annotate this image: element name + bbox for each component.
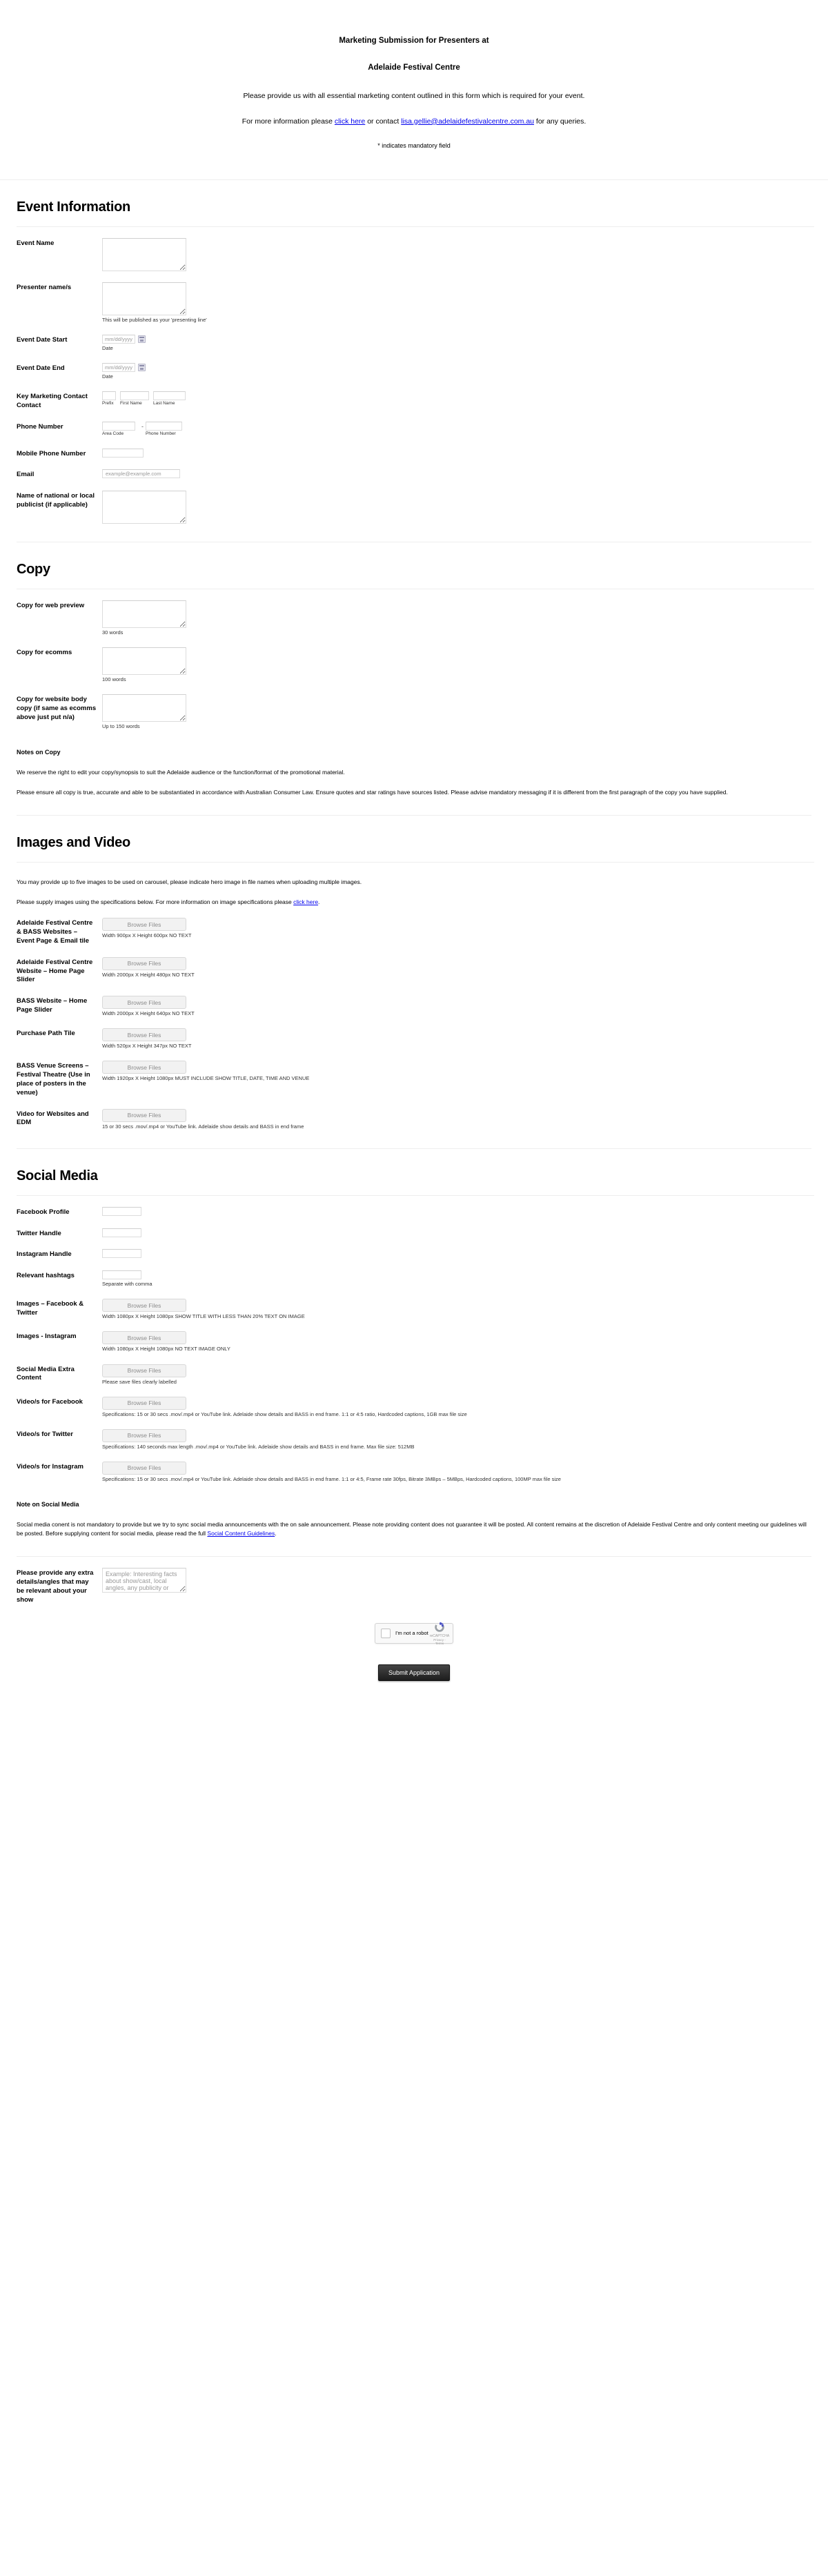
body-social-upload-4 bbox=[102, 1429, 814, 1451]
recaptcha-checkbox[interactable] bbox=[381, 1629, 391, 1638]
body-upload-1 bbox=[102, 957, 814, 979]
label-event-name: Event Name bbox=[17, 239, 55, 247]
field-email bbox=[14, 458, 814, 480]
hint-copy-ecomms: 100 words bbox=[102, 676, 126, 683]
body-copy-website-body bbox=[102, 694, 814, 730]
body-extra-details bbox=[102, 1568, 814, 1593]
body-social-upload-1 bbox=[102, 1331, 814, 1353]
prefix-input[interactable] bbox=[102, 391, 116, 400]
browse-files-button[interactable]: Browse Files bbox=[102, 1109, 186, 1122]
images-video-intro-p2 bbox=[17, 898, 811, 907]
last-name-col bbox=[153, 391, 186, 407]
field-instagram-handle bbox=[14, 1238, 814, 1259]
label-copy-web-preview: Copy for web preview bbox=[17, 602, 85, 610]
label-extra-details: Please provide any extra details/angles that may be relevant about your show bbox=[17, 1569, 94, 1604]
browse-files-button[interactable]: Browse Files bbox=[102, 957, 186, 970]
hint-area-code: Area Code bbox=[102, 431, 124, 436]
field-relevant-hashtags bbox=[14, 1259, 814, 1288]
hint-social-upload-3: Specifications: 15 or 30 secs .mov/.mp4 or YouTube link. Adelaide show details and BASS in end frame. 1:1 or 4:5 ratio, Hardcoded captions, 1GB max file size bbox=[102, 1410, 467, 1417]
section-title-images-video: Images and Video bbox=[17, 834, 130, 850]
field-key-marketing-contact bbox=[14, 380, 814, 411]
first-name-input[interactable] bbox=[120, 391, 149, 400]
label-social-upload-3: Video/s for Facebook bbox=[17, 1397, 83, 1406]
email-input[interactable] bbox=[102, 469, 180, 478]
phone-number-input[interactable] bbox=[146, 422, 182, 431]
event-date-start-input[interactable] bbox=[102, 335, 135, 344]
phone-number-col bbox=[146, 422, 182, 437]
body-event-date-start bbox=[102, 335, 814, 352]
notes-social-media-p1 bbox=[17, 1520, 811, 1538]
page-title-line2: Adelaide Festival Centre bbox=[368, 63, 460, 72]
label-social-upload-0: Images – Facebook & Twitter bbox=[17, 1300, 84, 1317]
date-start-wrap bbox=[102, 335, 814, 344]
body-social-upload-0 bbox=[102, 1299, 814, 1320]
section-images-video bbox=[0, 835, 828, 1149]
event-date-end-input[interactable] bbox=[102, 363, 135, 372]
field-upload-images-facebook-twitter bbox=[14, 1288, 814, 1320]
browse-files-button[interactable]: Browse Files bbox=[102, 1462, 186, 1475]
browse-files-button[interactable]: Browse Files bbox=[102, 1299, 186, 1312]
recaptcha-brand-name: reCAPTCHA bbox=[429, 1633, 450, 1638]
page-title-line1: Marketing Submission for Presenters at bbox=[339, 37, 489, 45]
recaptcha-brand bbox=[429, 1621, 453, 1646]
phone-fields-row bbox=[102, 422, 814, 437]
images-intro-post: . bbox=[318, 898, 320, 906]
extra-details-input[interactable] bbox=[102, 1568, 186, 1593]
label-upload-5: Video for Websites and EDM bbox=[17, 1110, 89, 1127]
contact-email-link[interactable]: lisa.gellie@adelaidefestivalcentre.com.au bbox=[401, 117, 534, 126]
body-copy-ecomms bbox=[102, 647, 814, 683]
body-instagram-handle bbox=[102, 1249, 814, 1258]
field-upload-purchase-path-tile bbox=[14, 1017, 814, 1050]
body-twitter-handle bbox=[102, 1228, 814, 1237]
field-upload-afc-home-slider bbox=[14, 946, 814, 985]
field-upload-videos-facebook bbox=[14, 1386, 814, 1418]
field-phone-number bbox=[14, 411, 814, 437]
browse-files-button[interactable]: Browse Files bbox=[102, 918, 186, 931]
area-code-col bbox=[102, 422, 135, 437]
field-extra-details bbox=[14, 1557, 814, 1604]
hint-social-upload-0: Width 1080px X Height 1080px SHOW TITLE WITH LESS THAN 20% TEXT ON IMAGE bbox=[102, 1313, 305, 1320]
body-mobile-phone bbox=[102, 449, 814, 458]
browse-files-button[interactable]: Browse Files bbox=[102, 1331, 186, 1344]
publicist-input[interactable] bbox=[102, 491, 186, 524]
label-social-upload-1: Images - Instagram bbox=[17, 1333, 77, 1341]
hint-copy-website-body: Up to 150 words bbox=[102, 723, 140, 730]
body-upload-0 bbox=[102, 918, 814, 939]
presenter-names-input[interactable] bbox=[102, 282, 186, 315]
notes-on-social-media bbox=[14, 1483, 814, 1538]
browse-files-button[interactable]: Browse Files bbox=[102, 1364, 186, 1377]
label-publicist: Name of national or local publicist (if applicable) bbox=[17, 492, 95, 509]
facebook-profile-input[interactable] bbox=[102, 1207, 141, 1216]
section-title-copy: Copy bbox=[17, 562, 50, 578]
hint-upload-5: 15 or 30 secs .mov/.mp4 or YouTube link. Adelaide show details and BASS in end frame bbox=[102, 1123, 304, 1130]
first-name-col bbox=[120, 391, 149, 407]
body-copy-web-preview bbox=[102, 600, 814, 636]
section-title-social-media: Social Media bbox=[17, 1168, 98, 1183]
images-intro-pre: Please supply images using the specifications below. For more information on image specifications please bbox=[17, 898, 294, 906]
notes-on-copy-p2: Please ensure all copy is true, accurate and able to be substantiated in accordance with Australian Consumer Law. Ensure quotes and star ratings have sources listed. Please advise mandatory messaging if it is different from the first paragraph of the copy you have supplied. bbox=[17, 788, 728, 796]
field-mobile-phone bbox=[14, 437, 814, 459]
hint-phone-number: Phone Number bbox=[146, 431, 176, 436]
section-title-event-information: Event Information bbox=[17, 199, 130, 215]
recaptcha-label: I'm not a robot bbox=[395, 1630, 428, 1637]
label-copy-ecomms: Copy for ecomms bbox=[17, 649, 72, 657]
notes-on-copy-p1: We reserve the right to edit your copy/synopsis to suit the Adelaide audience or the function/format of the promotional material. bbox=[17, 768, 345, 776]
hint-copy-web-preview: 30 words bbox=[102, 629, 124, 636]
click-here-link[interactable]: click here bbox=[334, 117, 366, 126]
hint-upload-1: Width 2000px X Height 480px NO TEXT bbox=[102, 971, 195, 978]
recaptcha-privacy-terms[interactable]: Privacy - Terms bbox=[433, 1638, 446, 1646]
copy-website-body-input[interactable] bbox=[102, 694, 186, 722]
divider-after-images-video bbox=[17, 1148, 811, 1149]
social-notes-post: . bbox=[275, 1530, 277, 1537]
label-facebook-profile: Facebook Profile bbox=[17, 1208, 70, 1216]
browse-files-button[interactable]: Browse Files bbox=[102, 1429, 186, 1442]
event-name-input[interactable] bbox=[102, 238, 186, 271]
phone-separator: - bbox=[141, 422, 144, 430]
submit-application-button[interactable]: Submit Application bbox=[378, 1664, 450, 1681]
label-presenter-names: Presenter name/s bbox=[17, 283, 72, 291]
label-event-date-start: Event Date Start bbox=[17, 335, 68, 344]
label-phone-number: Phone Number bbox=[17, 422, 63, 431]
label-mobile-phone: Mobile Phone Number bbox=[17, 449, 86, 458]
notes-social-media-title: Note on Social Media bbox=[17, 1501, 79, 1508]
mobile-phone-input[interactable] bbox=[102, 449, 144, 458]
label-upload-2: BASS Website – Home Page Slider bbox=[17, 997, 88, 1014]
field-twitter-handle bbox=[14, 1217, 814, 1239]
field-copy-web-preview bbox=[14, 589, 814, 636]
hint-first-name: First Name bbox=[120, 401, 142, 406]
label-social-upload-2: Social Media Extra Content bbox=[17, 1365, 75, 1382]
body-event-date-end bbox=[102, 363, 814, 380]
twitter-handle-input[interactable] bbox=[102, 1228, 141, 1237]
body-social-upload-3 bbox=[102, 1397, 814, 1418]
copy-ecomms-input[interactable] bbox=[102, 647, 186, 675]
section-copy bbox=[0, 562, 828, 816]
calendar-icon[interactable] bbox=[138, 364, 146, 371]
intro-contact-line bbox=[41, 117, 787, 127]
field-event-name bbox=[14, 227, 814, 271]
label-social-upload-5: Video/s for Instagram bbox=[17, 1462, 83, 1471]
field-event-date-start bbox=[14, 324, 814, 352]
form-intro bbox=[0, 0, 828, 164]
label-instagram-handle: Instagram Handle bbox=[17, 1250, 72, 1259]
hint-social-upload-5: Specifications: 15 or 30 secs .mov/.mp4 or YouTube link. Adelaide show details and BASS in end frame. 1:1 or 4:5, Frame rate 30fps, Bitrate 3MBps – 5MBps, Hardcoded captions, 100MP max file size bbox=[102, 1475, 561, 1482]
body-publicist bbox=[102, 491, 814, 524]
label-upload-0: Adelaide Festival Centre & BASS Websites – Event Page & Email tile bbox=[17, 919, 93, 945]
hint-social-upload-2: Please save files clearly labelled bbox=[102, 1378, 177, 1385]
hint-relevant-hashtags: Separate with comma bbox=[102, 1281, 152, 1288]
browse-files-button[interactable]: Browse Files bbox=[102, 1061, 186, 1074]
browse-files-button[interactable]: Browse Files bbox=[102, 1028, 186, 1041]
field-publicist bbox=[14, 480, 814, 524]
field-upload-bass-venue-screens bbox=[14, 1050, 814, 1097]
hint-upload-4: Width 1920px X Height 1080px MUST INCLUDE SHOW TITLE, DATE, TIME AND VENUE bbox=[102, 1075, 310, 1082]
field-upload-videos-twitter bbox=[14, 1418, 814, 1451]
section-social-media bbox=[0, 1168, 828, 1557]
body-upload-5 bbox=[102, 1109, 814, 1130]
browse-files-button[interactable]: Browse Files bbox=[102, 996, 186, 1009]
label-upload-1: Adelaide Festival Centre Website – Home Page Slider bbox=[17, 958, 93, 984]
field-facebook-profile bbox=[14, 1196, 814, 1217]
body-facebook-profile bbox=[102, 1207, 814, 1216]
body-upload-3 bbox=[102, 1028, 814, 1050]
hint-prefix: Prefix bbox=[102, 401, 114, 406]
body-phone-number bbox=[102, 422, 814, 437]
image-specs-link[interactable]: click here bbox=[293, 898, 319, 906]
intro-divider bbox=[0, 179, 828, 180]
body-event-name bbox=[102, 238, 814, 271]
notes-on-copy-title: Notes on Copy bbox=[17, 748, 61, 756]
images-video-intro-p1: You may provide up to five images to be used on carousel, please indicate hero image in file names when uploading multiple images. bbox=[17, 878, 362, 885]
field-event-date-end bbox=[14, 352, 814, 380]
name-fields-row bbox=[102, 391, 814, 407]
label-key-marketing-contact: Key Marketing Contact Contact bbox=[17, 393, 88, 410]
hint-social-upload-1: Width 1080px X Height 1080px NO TEXT IMAGE ONLY bbox=[102, 1346, 230, 1353]
field-presenter-names bbox=[14, 271, 814, 324]
contact-text-post: for any queries. bbox=[534, 117, 586, 126]
recaptcha-wrap bbox=[0, 1605, 828, 1644]
instagram-handle-input[interactable] bbox=[102, 1249, 141, 1258]
field-upload-videos-instagram bbox=[14, 1451, 814, 1483]
mandatory-note: * indicates mandatory field bbox=[377, 142, 451, 150]
section-extra-details bbox=[0, 1557, 828, 1604]
label-copy-website-body: Copy for website body copy (if same as ecomms above just put n/a) bbox=[17, 696, 97, 722]
label-event-date-end: Event Date End bbox=[17, 364, 65, 373]
field-copy-ecomms bbox=[14, 636, 814, 683]
field-upload-afc-bass-event-page bbox=[14, 907, 814, 945]
last-name-input[interactable] bbox=[153, 391, 186, 400]
hint-upload-0: Width 900px X Height 600px NO TEXT bbox=[102, 932, 192, 939]
label-relevant-hashtags: Relevant hashtags bbox=[17, 1272, 75, 1280]
divider-after-copy bbox=[17, 815, 811, 816]
contact-text-pre: For more information please bbox=[241, 117, 335, 126]
body-presenter-names bbox=[102, 282, 814, 324]
notes-on-copy bbox=[14, 731, 814, 797]
field-upload-images-instagram bbox=[14, 1320, 814, 1353]
hint-social-upload-4: Specifications: 140 seconds max length .mov/.mp4 or YouTube link. Adelaide show details and BASS in end frame. Max file size: 512MB bbox=[102, 1443, 415, 1450]
hint-event-date-end: Date bbox=[102, 373, 113, 380]
body-social-upload-5 bbox=[102, 1462, 814, 1483]
submit-wrap bbox=[0, 1644, 828, 1710]
recaptcha-icon bbox=[433, 1621, 446, 1633]
body-key-marketing-contact bbox=[102, 391, 814, 407]
social-notes-pre: Social media conent is not mandatory to provide but we try to sync social media announcements with the on sale announcement. Please note providing content does not guarantee it will be posted. All content remains at the discretion of Adelaide Festival Centre and only content meeting our guidelines will be posted. Before supplying content for social media, please read the full bbox=[17, 1521, 807, 1537]
images-video-intro bbox=[14, 863, 814, 907]
field-upload-bass-home-slider bbox=[14, 985, 814, 1017]
area-code-input[interactable] bbox=[102, 422, 135, 431]
hint-event-date-start: Date bbox=[102, 344, 113, 351]
field-upload-video-websites-edm bbox=[14, 1098, 814, 1130]
recaptcha-widget[interactable] bbox=[375, 1623, 453, 1644]
hint-upload-3: Width 520px X Height 347px NO TEXT bbox=[102, 1043, 192, 1050]
contact-text-mid: or contact bbox=[365, 117, 402, 126]
body-relevant-hashtags bbox=[102, 1270, 814, 1288]
label-twitter-handle: Twitter Handle bbox=[17, 1229, 61, 1237]
hint-presenter-names: This will be published as your 'presenting line' bbox=[102, 316, 207, 323]
field-copy-website-body bbox=[14, 683, 814, 730]
label-email: Email bbox=[17, 471, 34, 479]
social-content-guidelines-link[interactable]: Social Content Guidelines bbox=[207, 1530, 275, 1537]
hint-last-name: Last Name bbox=[153, 401, 175, 406]
date-end-wrap bbox=[102, 363, 814, 372]
browse-files-button[interactable]: Browse Files bbox=[102, 1397, 186, 1410]
section-event-information bbox=[0, 199, 828, 542]
body-upload-2 bbox=[102, 996, 814, 1017]
label-social-upload-4: Video/s for Twitter bbox=[17, 1430, 73, 1438]
body-upload-4 bbox=[102, 1061, 814, 1082]
body-social-upload-2 bbox=[102, 1364, 814, 1386]
label-upload-3: Purchase Path Tile bbox=[17, 1030, 75, 1038]
calendar-icon[interactable] bbox=[138, 335, 146, 343]
intro-description: Please provide us with all essential marketing content outlined in this form which is required for your event. bbox=[243, 91, 585, 100]
field-upload-social-extra-content bbox=[14, 1353, 814, 1386]
copy-web-preview-input[interactable] bbox=[102, 600, 186, 628]
hint-upload-2: Width 2000px X Height 640px NO TEXT bbox=[102, 1010, 195, 1017]
body-email bbox=[102, 469, 814, 478]
relevant-hashtags-input[interactable] bbox=[102, 1270, 141, 1279]
prefix-col bbox=[102, 391, 116, 407]
label-upload-4: BASS Venue Screens – Festival Theatre (Use in place of posters in the venue) bbox=[17, 1062, 90, 1097]
